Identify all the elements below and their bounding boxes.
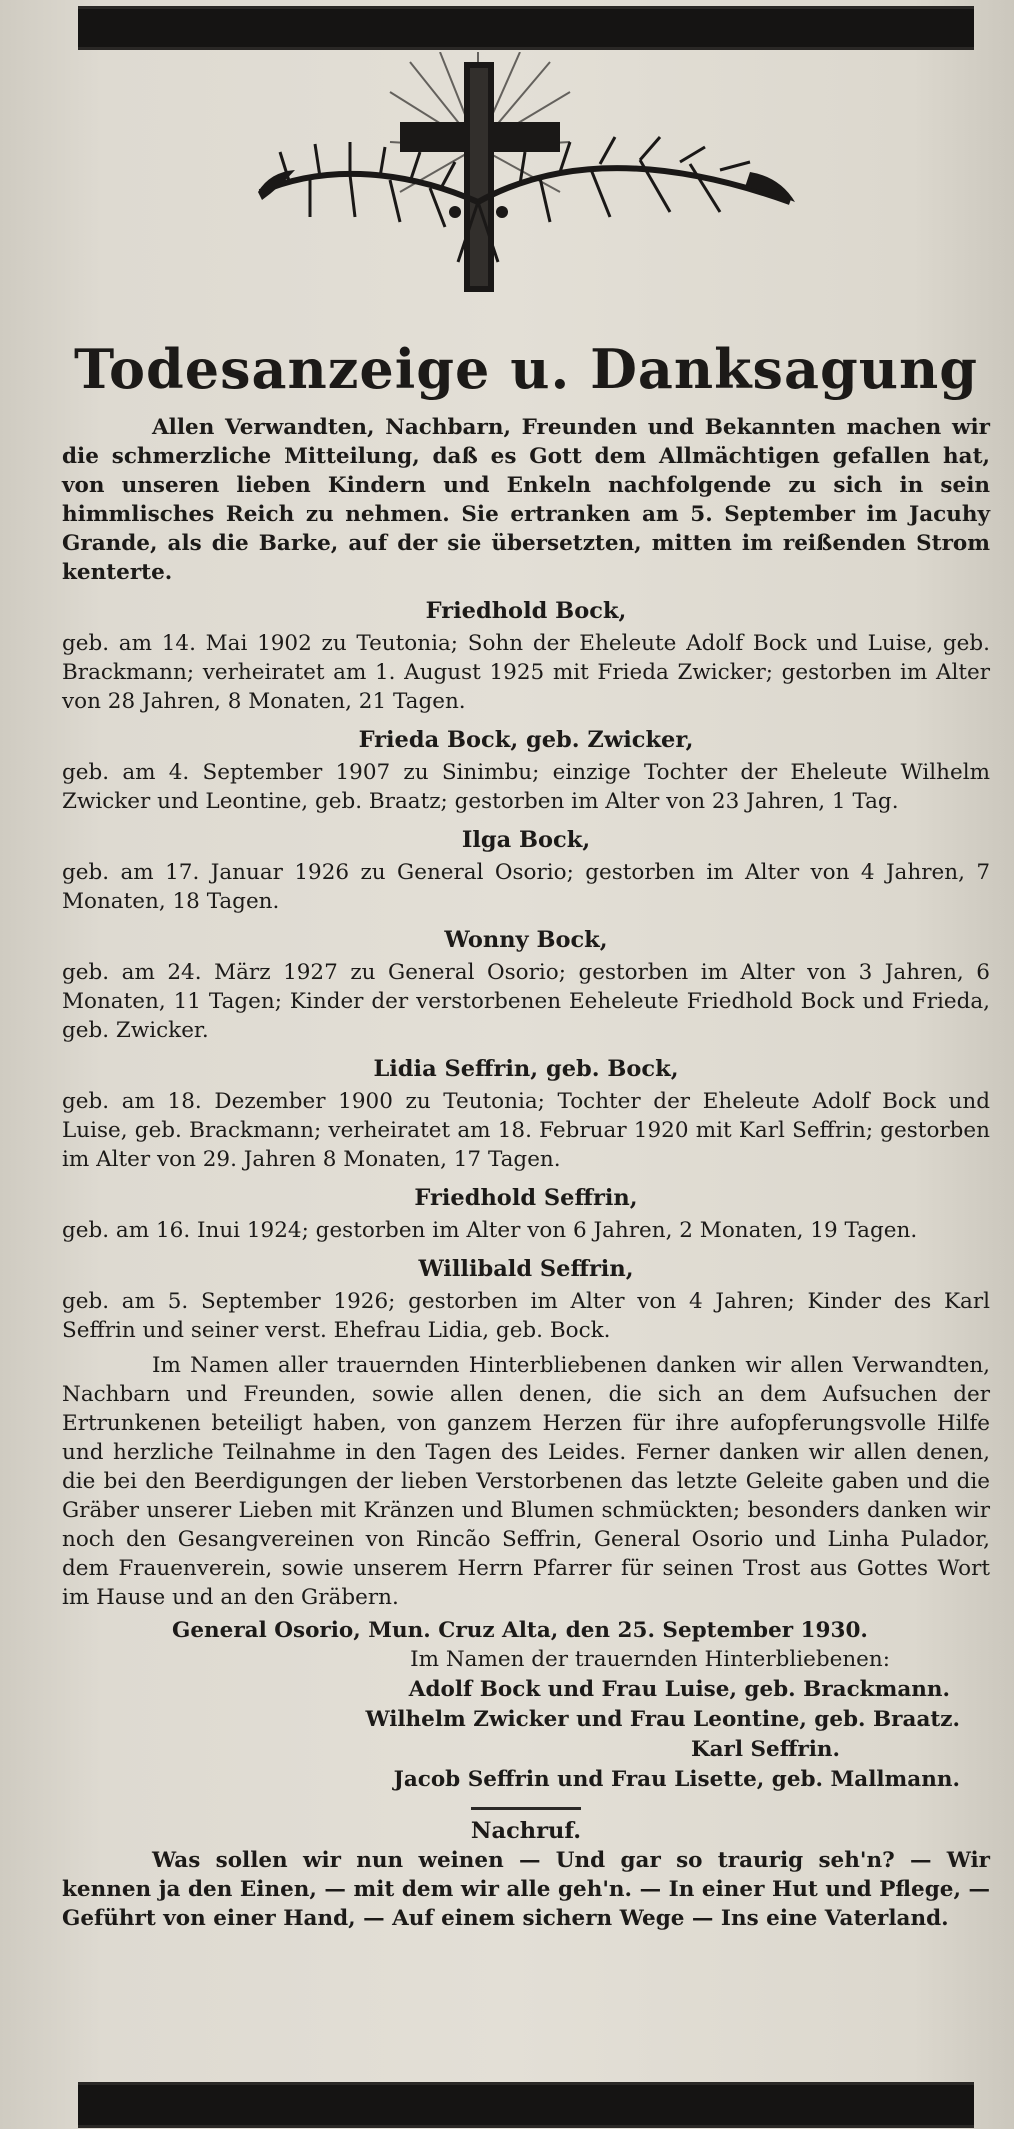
person-entry xyxy=(62,824,990,916)
person-bio: geb. am 16. Inui 1924; gestorben im Alter von 6 Jahren, 2 Monaten, 19 Tagen. xyxy=(62,1218,918,1244)
nachruf-heading: Nachruf. xyxy=(470,1818,582,1845)
person-name: Friedhold Seffrin, xyxy=(414,1185,638,1212)
person-entry xyxy=(62,1182,990,1245)
person-bio: geb. am 24. März 1927 zu General Osorio; gestorben im Alter von 3 Jahren, 6 Monaten, 11 Tagen; Kinder der verstorbenen Eeheleute Friedhold Bock und Frieda, geb. Zwicker. xyxy=(62,960,990,1044)
announcement-title: Todesanzeige u. Danksagung xyxy=(73,337,978,401)
person-bio: geb. am 4. September 1907 zu Sinimbu; einzige Tochter der Eheleute Wilhelm Zwicker und Leontine, geb. Braatz; gestorben im Alter von 23 Jahren, 1 Tag. xyxy=(62,760,990,815)
signature-line: Wilhelm Zwicker und Frau Leontine, geb. Braatz. xyxy=(365,1707,960,1733)
person-bio: geb. am 5. September 1926; gestorben im Alter von 4 Jahren; Kinder des Karl Seffrin und seiner verst. Ehefrau Lidia, geb. Bock. xyxy=(62,1289,990,1344)
person-bio: geb. am 14. Mai 1902 zu Teutonia; Sohn der Eheleute Adolf Bock und Luise, geb. Brackmann; verheiratet am 1. August 1925 mit Frieda Zwicker; gestorben im Alter von 28 Jahren, 8 Monaten, 21 Tagen. xyxy=(62,631,990,715)
signature-line: Karl Seffrin. xyxy=(690,1737,840,1763)
person-name: Willibald Seffrin, xyxy=(418,1256,634,1283)
person-name: Ilga Bock, xyxy=(461,827,591,854)
signature-line: Jacob Seffrin und Frau Lisette, geb. Mallmann. xyxy=(393,1767,960,1793)
signature-lead: Im Namen der trauernden Hinterbliebenen: xyxy=(410,1647,890,1673)
person-entry xyxy=(62,1053,990,1174)
nachruf-poem: Was sollen wir nun weinen — Und gar so traurig seh'n? — Wir kennen ja den Einen, — mit dem wir alle geh'n. — In einer Hut und Pflege, — Geführt von einer Hand, — Auf einem sichern Wege — Ins eine Vaterland. xyxy=(62,1848,990,1932)
signature-line: Adolf Bock und Frau Luise, geb. Brackmann. xyxy=(408,1677,950,1703)
announcement-body xyxy=(62,337,990,1933)
thanks-paragraph: Im Namen aller trauernden Hinterbliebenen danken wir allen Verwandten, Nachbarn und Freunden, sowie allen denen, die sich an dem Aufsuchen der Ertrunkenen beteiligt haben, von ganzem Herzen für ihre aufopferungsvolle Hilfe und herzliche Teilnahme in den Tagen des Leides. Ferner danken wir allen denen, die bei den Beerdigungen der lieben Verstorbenen das letzte Geleite gaben und die Gräber unserer Lieben mit Kränzen und Blumen schmückten; besonders danken wir noch den Gesangvereinen von Rincão Seffrin, General Osorio und Linha Pulador, dem Frauenverein, sowie unserem Herrn Pfarrer für seinen Trost aus Gottes Wort im Hause und an den Gräbern. xyxy=(62,1353,990,1611)
person-name: Lidia Seffrin, geb. Bock, xyxy=(373,1056,679,1083)
section-divider xyxy=(471,1807,581,1810)
top-border-rule xyxy=(78,6,974,50)
person-entry xyxy=(62,595,990,716)
person-entry xyxy=(62,1253,990,1345)
person-entry xyxy=(62,724,990,816)
person-name: Friedhold Bock, xyxy=(425,598,627,625)
intro-paragraph: Allen Verwandten, Nachbarn, Freunden und Bekannten machen wir die schmerzliche Mitteilung, daß es Gott dem Allmächtigen gefallen hat, von unseren lieben Kindern und Enkeln nachfolgende zu sich in sein himmlisches Reich zu nehmen. Sie ertranken am 5. September im Jacuhy Grande, als die Barke, auf der sie übersetzten, mitten im reißenden Strom kenterte. xyxy=(62,415,990,586)
person-name: Frieda Bock, geb. Zwicker, xyxy=(358,727,694,754)
place-and-date: General Osorio, Mun. Cruz Alta, den 25. September 1930. xyxy=(172,1618,868,1644)
bottom-border-rule xyxy=(78,2082,974,2128)
person-bio: geb. am 18. Dezember 1900 zu Teutonia; Tochter der Eheleute Adolf Bock und Luise, geb. Brackmann; verheiratet am 18. Februar 1920 mit Karl Seffrin; gestorben im Alter von 29. Jahren 8 Monaten, 17 Tagen. xyxy=(62,1089,990,1173)
person-name: Wonny Bock, xyxy=(444,927,608,954)
person-bio: geb. am 17. Januar 1926 zu General Osorio; gestorben im Alter von 4 Jahren, 7 Monaten, 18 Tagen. xyxy=(62,860,990,915)
person-entry xyxy=(62,924,990,1045)
cross-with-palm-branches-icon xyxy=(250,52,800,332)
